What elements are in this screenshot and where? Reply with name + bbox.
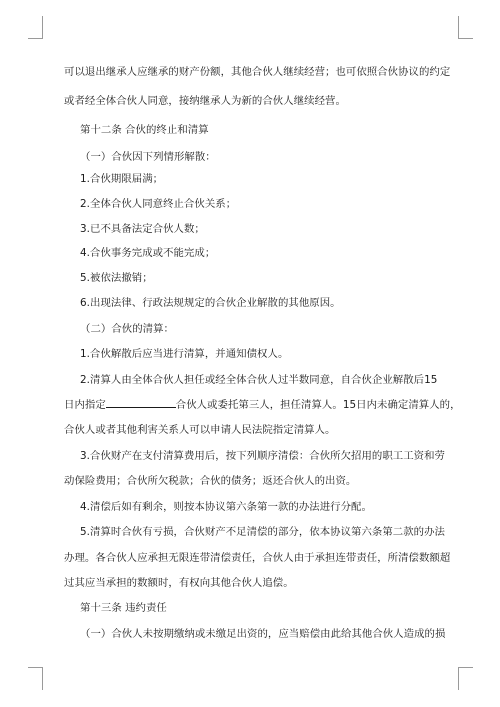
- list-item: 6.出现法律、行政法规规定的合伙企业解散的其他原因。: [80, 297, 341, 309]
- body-text-fragment: 日内指定: [64, 399, 106, 411]
- list-item: 4.合伙事务完成或不能完成；: [80, 247, 216, 259]
- crop-mark-bottom-right: [458, 667, 473, 690]
- article-heading: 第十三条 违约责任: [80, 602, 167, 614]
- body-text-line: [64, 398, 461, 412]
- section-heading: （一）合伙人未按期缴纳或未缴足出资的，应当赔偿由此给其他合伙人造成的损: [80, 628, 446, 640]
- section-heading: （二）合伙的清算：: [80, 323, 174, 335]
- body-text-fragment: 合伙人或委托第三人，担任清算人。15日内未确定清算人的，: [175, 399, 461, 411]
- section-heading: （一）合伙因下列情形解散：: [80, 151, 216, 163]
- list-item: 1.合伙解散后应当进行清算，并通知债权人。: [80, 348, 289, 360]
- list-item: 3.合伙财产在支付清算费用后，按下列顺序清偿：合伙所欠招用的职工工资和劳: [80, 450, 445, 462]
- list-item: 3.已不具备法定合伙人数；: [80, 223, 205, 235]
- crop-mark-top-left: [28, 16, 43, 39]
- crop-mark-top-right: [458, 16, 473, 39]
- list-item: 2.全体合伙人同意终止合伙关系；: [80, 198, 237, 210]
- list-item: 4.清偿后如有剩余，则按本协议第六条第一款的办法进行分配。: [80, 501, 372, 513]
- body-text-line: 或者经全体合伙人同意，接纳继承人为新的合伙人继续经营。: [64, 95, 346, 107]
- body-text-line: 动保险费用；合伙所欠税款；合伙的债务；返还合伙人的出资。: [64, 475, 357, 487]
- crop-mark-bottom-left: [28, 667, 43, 690]
- list-item: 2.清算人由全体合伙人担任或经全体合伙人过半数同意，自合伙企业解散后15: [80, 374, 438, 386]
- body-text-line: 可以退出继承人应继承的财产份额，其他合伙人继续经营；也可依照合伙协议的约定: [64, 66, 451, 78]
- blank-fill-line: [106, 398, 176, 408]
- body-text-line: 过其应当承担的数额时，有权向其他合伙人追偿。: [64, 577, 294, 589]
- body-text-line: 办理。各合伙人应承担无限连带清偿责任，合伙人由于承担连带责任，所清偿数额超: [64, 552, 451, 564]
- list-item: 1.合伙期限届满；: [80, 173, 164, 185]
- body-text-line: 合伙人或者其他利害关系人可以申请人民法院指定清算人。: [64, 424, 336, 436]
- article-heading: 第十二条 合伙的终止和清算: [80, 124, 209, 136]
- list-item: 5.被依法撤销；: [80, 272, 153, 284]
- list-item: 5.清算时合伙有亏损，合伙财产不足清偿的部分，依本协议第六条第二款的办法: [80, 526, 445, 538]
